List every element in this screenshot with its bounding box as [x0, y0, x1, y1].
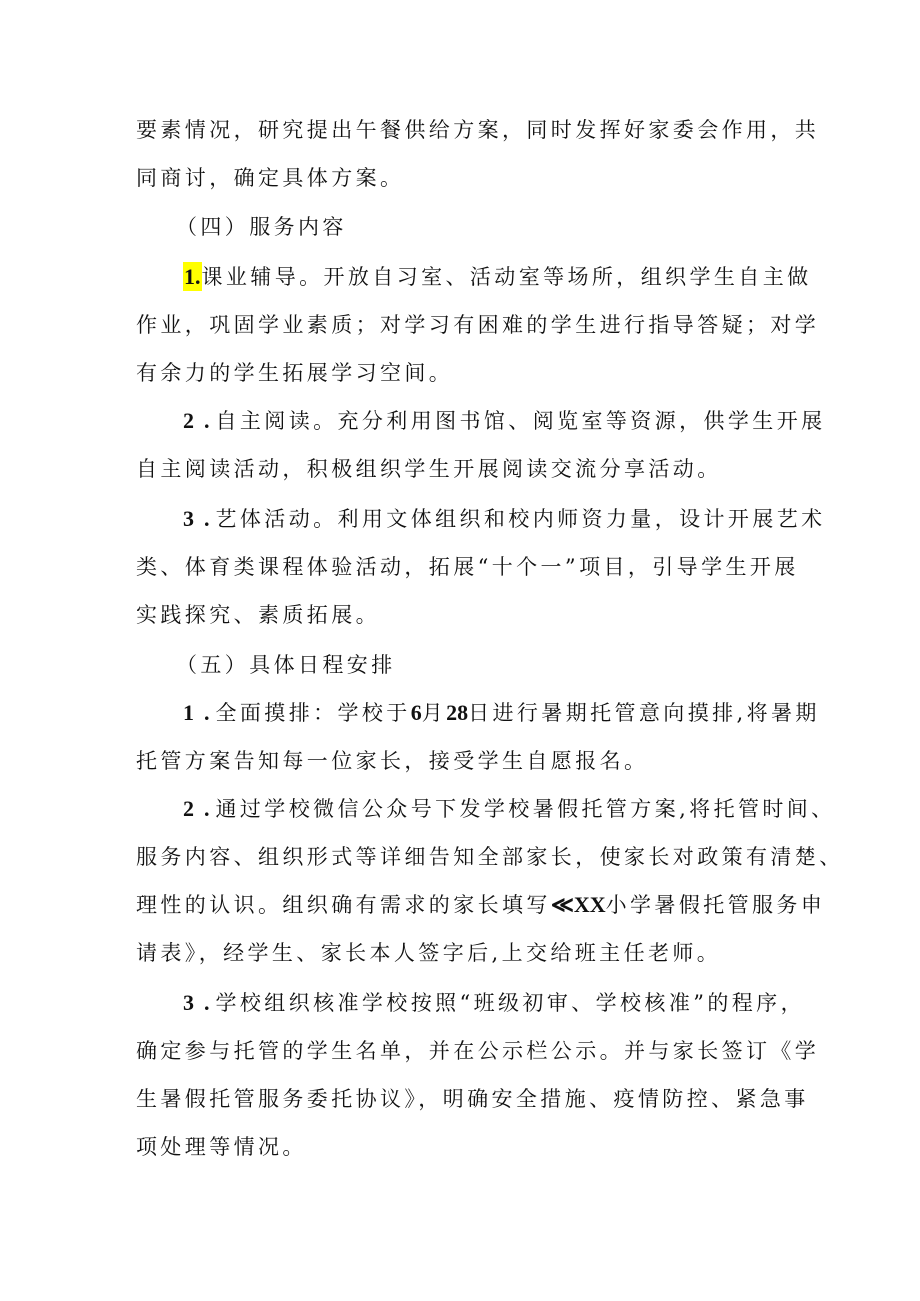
item-text: 学校组织核准学校按照“班级初审、学校核准”的程序，	[215, 991, 805, 1015]
paragraph-line: 要素情况，研究提出午餐供给方案，同时发挥好家委会作用，共	[136, 118, 820, 142]
paragraph-line: 请表》，经学生、家长本人签字后,上交给班主任老师。	[136, 941, 722, 965]
date-month: 6	[410, 700, 422, 725]
list-item	[183, 504, 826, 534]
paragraph-line: 类、体育类课程体验活动，拓展“十个一”项目，引导学生开展	[136, 555, 799, 579]
item-number: 2	[183, 408, 194, 433]
item-text: 课业辅导。开放自习室、活动室等场所，组织学生自主做	[201, 265, 812, 289]
item-text: 日进行暑期托管意向摸排,将暑期	[468, 701, 820, 725]
item-separator: .	[204, 408, 210, 433]
item-text: 通过学校微信公众号下发学校暑假托管方案,将托管时间、	[215, 797, 836, 821]
list-item	[183, 988, 805, 1018]
section-heading-5: （五）具体日程安排	[176, 653, 396, 677]
list-item	[183, 794, 836, 824]
item-separator: .	[204, 506, 210, 531]
item-separator: .	[204, 990, 210, 1015]
item-separator: .	[204, 796, 210, 821]
paragraph-line: 同商讨，确定具体方案。	[136, 166, 405, 190]
item-number: 2	[183, 796, 194, 821]
paragraph-line: 实践探究、素质拓展。	[136, 603, 380, 627]
item-number-highlighted: 1.	[184, 264, 201, 289]
paragraph-line: 作业，巩固学业素质；对学习有困难的学生进行指导答疑；对学	[136, 313, 820, 337]
item-text: 全面摸排：学校于	[215, 701, 411, 725]
item-text: 小学暑假托管服务申	[605, 893, 826, 917]
item-text: 自主阅读。充分利用图书馆、阅览室等资源，供学生开展	[215, 409, 826, 433]
date-day: 28	[446, 700, 469, 725]
item-number: 3	[183, 990, 194, 1015]
paragraph-line: 项处理等情况。	[136, 1135, 307, 1159]
list-item	[183, 406, 826, 436]
paragraph-line	[136, 890, 825, 920]
item-number: 3	[183, 506, 194, 531]
item-number: 1	[183, 700, 194, 725]
item-separator: .	[204, 700, 210, 725]
form-name-bold: ≪XX	[550, 892, 606, 917]
list-item	[183, 698, 820, 728]
paragraph-line: 托管方案告知每一位家长，接受学生自愿报名。	[136, 749, 649, 773]
paragraph-line: 确定参与托管的学生名单，并在公示栏公示。并与家长签订《学	[136, 1039, 820, 1063]
item-text: 月	[421, 701, 447, 725]
paragraph-line: 服务内容、组织形式等详细告知全部家长，使家长对政策有清楚、	[136, 845, 844, 869]
item-text: 艺体活动。利用文体组织和校内师资力量，设计开展艺术	[215, 507, 826, 531]
section-heading-4: （四）服务内容	[176, 215, 347, 239]
paragraph-line: 生暑假托管服务委托协议》，明确安全措施、疫情防控、紧急事	[136, 1087, 809, 1111]
paragraph-line: 有余力的学生拓展学习空间。	[136, 361, 454, 385]
item-text: 理性的认识。组织确有需求的家长填写	[136, 893, 551, 917]
list-item	[183, 262, 812, 292]
paragraph-line: 自主阅读活动，积极组织学生开展阅读交流分享活动。	[136, 457, 722, 481]
